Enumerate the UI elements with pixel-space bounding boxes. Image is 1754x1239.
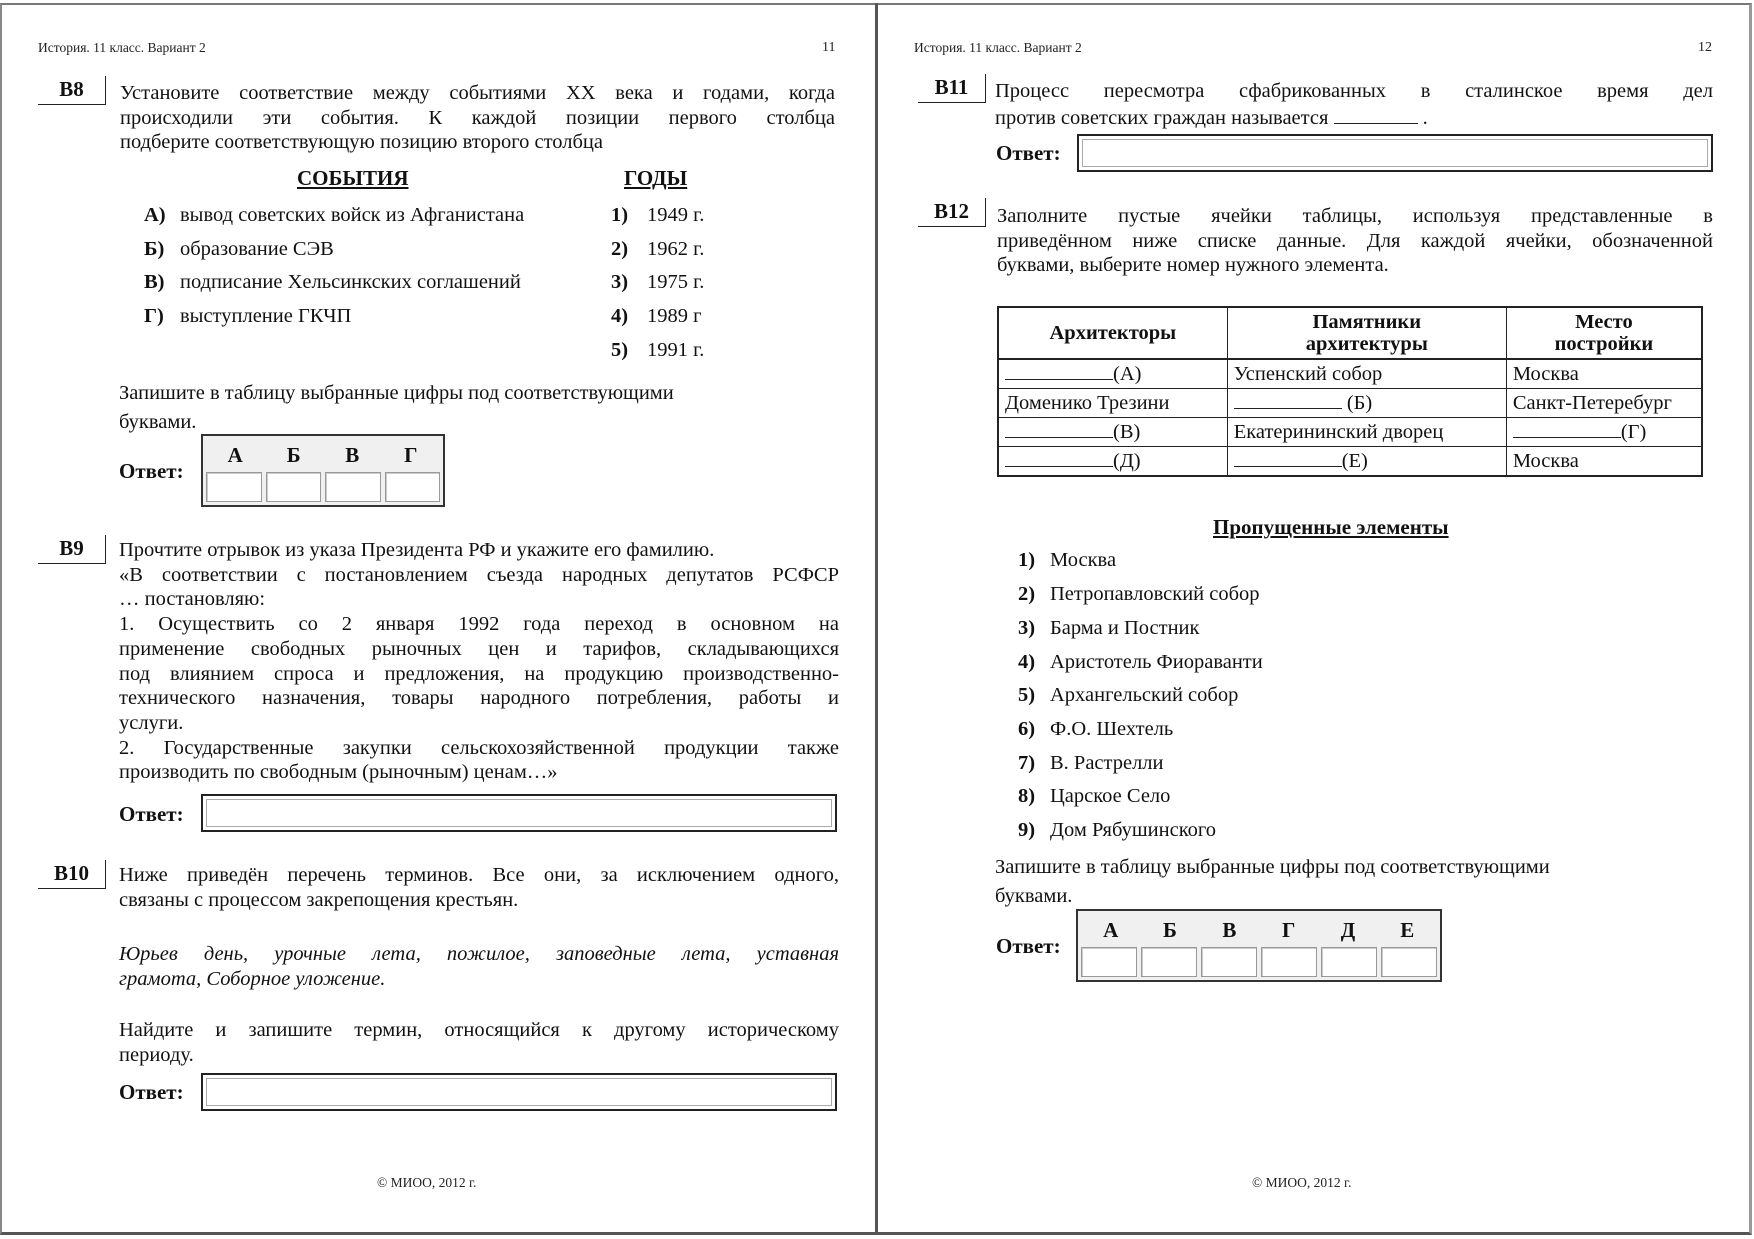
b11-line: Процесс пересмотра сфабрикованных в сталинское время дел <box>995 80 1713 102</box>
b12-prompt-line: приведённом ниже списке данные. Для каждой ячейки, обозначенной <box>997 229 1713 252</box>
event-key: А) <box>144 204 166 226</box>
missing-elements-title: Пропущенные элементы <box>1213 515 1449 539</box>
cell-mark: (Б) <box>1346 392 1373 414</box>
b10-prompt-line: Ниже приведён перечень терминов. Все они, за исключением одного, <box>119 864 839 886</box>
fill-blank <box>1234 447 1342 467</box>
year-key: 5) <box>611 339 629 361</box>
item-number: 1) <box>1018 549 1036 571</box>
year-item <box>611 305 702 328</box>
year-item <box>611 271 704 294</box>
header-monuments <box>1227 307 1506 359</box>
item-text: Дом Рябушинского <box>1050 819 1217 841</box>
grid-letter: В <box>1222 917 1237 942</box>
fill-blank <box>1005 360 1113 380</box>
grid-letter: Б <box>1163 917 1177 942</box>
b8-answer-label: Ответ: <box>119 459 184 483</box>
answer-cell-d[interactable] <box>1321 947 1377 977</box>
cell-mark: (Е) <box>1341 450 1368 472</box>
b9-line: 2. Государственные закупки сельскохозяйственной продукции также <box>119 736 839 759</box>
event-text: подписание Хельсинкских соглашений <box>180 271 521 293</box>
item-text: Петропавловский собор <box>1050 583 1260 605</box>
page-footer: © МИОО, 2012 г. <box>1252 1175 1352 1190</box>
year-item <box>611 238 704 261</box>
b8-prompt-line: происходили эти события. К каждой позиции первого столбца <box>120 106 835 129</box>
running-head: История. 11 класс. Вариант 2 <box>914 40 1082 55</box>
grid-letter: Д <box>1340 917 1356 942</box>
cell-monument: Екатерининский дворец <box>1227 418 1506 447</box>
b10-answer-label: Ответ: <box>119 1080 184 1104</box>
year-key: 2) <box>611 238 629 260</box>
list-item <box>1018 718 1173 741</box>
year-text: 1989 г <box>647 305 702 327</box>
question-label-b10: B10 <box>38 860 106 889</box>
answer-grid-cells <box>1081 947 1437 977</box>
question-label-b8: B8 <box>38 76 106 105</box>
table-row <box>998 359 1702 389</box>
grid-letter: В <box>345 442 360 467</box>
list-item <box>1018 785 1170 808</box>
page-footer: © МИОО, 2012 г. <box>377 1175 477 1190</box>
instruction-line: Запишите в таблицу выбранные цифры под соответствующими <box>119 382 674 404</box>
cell-mark: (Д) <box>1113 450 1141 472</box>
item-text: Аристотель Фиораванти <box>1050 651 1263 673</box>
event-key: В) <box>144 271 165 293</box>
b10-task <box>119 1018 839 1067</box>
b9-line: … постановляю: <box>119 588 266 611</box>
year-key: 1) <box>611 204 629 226</box>
b8-instruction <box>119 379 674 437</box>
header-text: Место <box>1575 311 1633 333</box>
list-item <box>1018 752 1164 775</box>
b10-terms-line: грамота, Соборное уложение. <box>119 967 386 990</box>
b11-text <box>995 79 1713 130</box>
header-text: Архитекторы <box>1049 322 1177 344</box>
years-header: ГОДЫ <box>624 166 688 190</box>
answer-cell-b[interactable] <box>1141 947 1197 977</box>
b8-answer-grid <box>201 434 445 507</box>
item-text: Москва <box>1050 549 1117 571</box>
item-text: Архангельский собор <box>1050 684 1239 706</box>
b9-line: технического назначения, товары народного потребления, работы и <box>119 687 839 710</box>
answer-cell-a[interactable] <box>206 472 262 502</box>
b12-prompt-line: Заполните пустые ячейки таблицы, используя представленные в <box>997 205 1713 227</box>
b8-prompt-line: подберите соответствующую позицию второго столбца <box>120 131 604 153</box>
b12-answer-label: Ответ: <box>996 934 1061 958</box>
page-11 <box>0 0 875 1232</box>
year-text: 1975 г. <box>647 271 705 293</box>
b9-answer-label: Ответ: <box>119 802 184 826</box>
header-text: постройки <box>1554 333 1654 355</box>
item-number: 5) <box>1018 684 1036 706</box>
fill-blank <box>1005 447 1113 467</box>
cell-place: Москва <box>1506 359 1702 389</box>
cell-monument: Успенский собор <box>1227 359 1506 389</box>
item-number: 2) <box>1018 583 1036 605</box>
item-text: Царское Село <box>1050 785 1171 807</box>
table-header-row <box>998 307 1702 359</box>
b9-line: «В соответствии с постановлением съезда народных депутатов РСФСР <box>119 563 839 586</box>
cell-architect: Доменико Трезини <box>998 389 1227 418</box>
b10-task-line: периоду. <box>119 1043 194 1066</box>
b10-prompt <box>119 863 839 912</box>
item-number: 7) <box>1018 752 1036 774</box>
fill-blank <box>1005 418 1113 438</box>
table-row <box>998 418 1702 447</box>
header-text: архитектуры <box>1305 333 1428 355</box>
event-text: образование СЭВ <box>180 238 334 260</box>
b11-answer-label: Ответ: <box>996 141 1061 165</box>
b11-line <box>995 104 1713 131</box>
fill-blank <box>1234 389 1342 409</box>
b9-answer-input[interactable] <box>201 794 837 832</box>
architecture-table <box>997 306 1703 477</box>
page-12 <box>878 0 1752 1232</box>
b12-prompt <box>997 204 1713 278</box>
cell-place: Москва <box>1506 447 1702 477</box>
b10-terms <box>119 942 839 991</box>
b12-instruction <box>995 853 1550 911</box>
cell-architect-v <box>998 418 1227 447</box>
grid-letter: Г <box>1281 917 1296 942</box>
cell-place: Санкт-Петеребург <box>1506 389 1702 418</box>
list-item <box>1018 617 1200 640</box>
page-number: 12 <box>1698 40 1712 55</box>
b10-prompt-line: связаны с процессом закрепощения крестьян. <box>119 888 519 911</box>
answer-cell-e[interactable] <box>1381 947 1437 977</box>
events-header: СОБЫТИЯ <box>297 166 409 190</box>
item-number: 9) <box>1018 819 1036 841</box>
b9-line: услуги. <box>119 711 184 734</box>
answer-cell-g[interactable] <box>385 472 441 502</box>
cell-architect-d <box>998 447 1227 477</box>
cell-architect-a <box>998 359 1227 389</box>
header-architects <box>998 307 1227 359</box>
b9-line: производить по свободным (рыночным) ценам…» <box>119 761 558 784</box>
answer-cell-v[interactable] <box>1201 947 1257 977</box>
event-item <box>144 204 524 227</box>
event-text: вывод советских войск из Афганистана <box>180 204 525 226</box>
b11-answer-input[interactable] <box>1077 134 1713 172</box>
question-label-b11: B11 <box>918 74 986 103</box>
b12-answer-grid <box>1076 909 1442 982</box>
b11-line2-text: против советских граждан называется <box>995 106 1329 129</box>
answer-cell-b[interactable] <box>266 472 322 502</box>
item-text: Ф.О. Шехтель <box>1050 718 1174 740</box>
instruction-line: буквами. <box>995 885 1073 907</box>
grid-letter: А <box>227 442 243 467</box>
list-item <box>1018 583 1260 606</box>
year-key: 3) <box>611 271 629 293</box>
event-key: Б) <box>144 238 165 260</box>
event-item <box>144 238 334 261</box>
item-number: 4) <box>1018 651 1036 673</box>
item-number: 6) <box>1018 718 1036 740</box>
item-text: Барма и Постник <box>1050 617 1200 639</box>
year-key: 4) <box>611 305 629 327</box>
answer-cell-g[interactable] <box>1261 947 1317 977</box>
answer-cell-v[interactable] <box>325 472 381 502</box>
cell-mark: (Г) <box>1620 421 1647 443</box>
year-text: 1991 г. <box>647 339 705 361</box>
header-text: Памятники <box>1312 311 1422 333</box>
b8-prompt <box>120 81 835 155</box>
b9-text <box>119 538 839 785</box>
year-text: 1962 г. <box>647 238 705 260</box>
b10-answer-input[interactable] <box>201 1073 837 1111</box>
item-number: 3) <box>1018 617 1036 639</box>
year-item <box>611 339 704 362</box>
item-text: В. Растрелли <box>1050 752 1164 774</box>
grid-letter: Г <box>404 442 418 467</box>
b9-line: под влиянием спроса и предложения, на продукцию производственно- <box>119 662 839 685</box>
question-label-b9: B9 <box>38 535 106 564</box>
b10-terms-line: Юрьев день, урочные лета, пожилое, заповедные лета, уставная <box>119 943 839 965</box>
b12-prompt-line: буквами, выберите номер нужного элемента. <box>997 254 1389 276</box>
grid-letter: Е <box>1400 917 1415 942</box>
table-row <box>998 447 1702 477</box>
answer-grid-cells <box>206 472 440 502</box>
page-number: 11 <box>822 40 836 55</box>
running-head: История. 11 класс. Вариант 2 <box>38 40 206 55</box>
year-text: 1949 г. <box>647 204 705 226</box>
event-item <box>144 305 351 328</box>
instruction-line: Запишите в таблицу выбранные цифры под соответствующими <box>995 856 1550 878</box>
list-item <box>1018 549 1116 572</box>
header-place <box>1506 307 1702 359</box>
b11-line2-end: . <box>1422 106 1428 129</box>
answer-grid-letters <box>1081 913 1437 947</box>
event-text: выступление ГКЧП <box>180 305 352 327</box>
instruction-line: буквами. <box>119 411 197 433</box>
cell-mark: (В) <box>1113 421 1141 443</box>
list-item <box>1018 651 1263 674</box>
cell-place-g <box>1506 418 1702 447</box>
event-key: Г) <box>144 305 164 327</box>
event-item <box>144 271 521 294</box>
table-row <box>998 389 1702 418</box>
grid-letter: А <box>1103 917 1119 942</box>
cell-monument-e <box>1227 447 1506 477</box>
b8-prompt-line: Установите соответствие между событиями XX века и годами, когда <box>120 82 835 104</box>
answer-cell-a[interactable] <box>1081 947 1137 977</box>
list-item <box>1018 819 1216 842</box>
item-number: 8) <box>1018 785 1036 807</box>
fill-blank <box>1334 104 1418 124</box>
question-label-b12: B12 <box>918 198 986 227</box>
cell-monument-b <box>1227 389 1506 418</box>
b9-line: 1. Осуществить со 2 января 1992 года переход в основном на <box>119 613 839 636</box>
b9-line: Прочтите отрывок из указа Президента РФ и укажите его фамилию. <box>119 539 715 561</box>
b10-task-line: Найдите и запишите термин, относящийся к другому историческому <box>119 1019 839 1041</box>
fill-blank <box>1513 418 1621 438</box>
cell-mark: (А) <box>1113 363 1142 385</box>
answer-grid-letters <box>206 438 440 472</box>
year-item <box>611 204 704 227</box>
b9-line: применение свободных рыночных цен и тарифов, складывающихся <box>119 637 839 660</box>
list-item <box>1018 684 1238 707</box>
grid-letter: Б <box>286 442 301 467</box>
